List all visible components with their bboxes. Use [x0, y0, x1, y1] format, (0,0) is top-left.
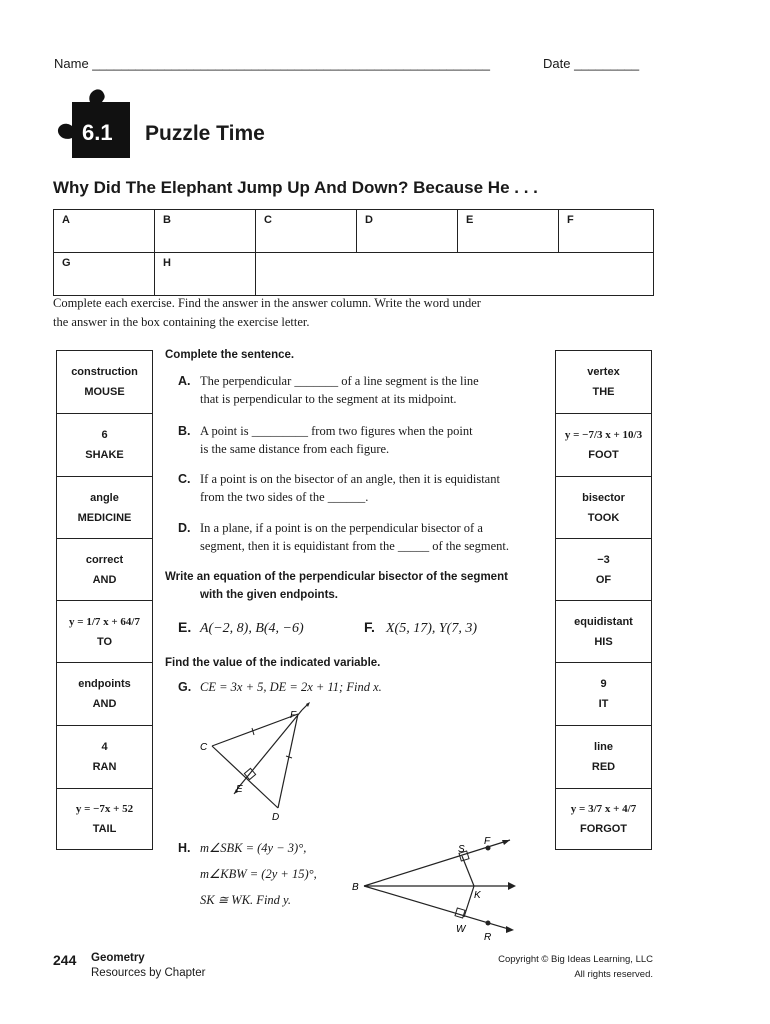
instructions: [53, 294, 481, 332]
answer-text: angle: [90, 491, 119, 504]
answer-word: TOOK: [587, 511, 620, 524]
riddle-question: Why Did The Elephant Jump Up And Down? Because He . . .: [53, 178, 538, 197]
copyright: Copyright © Big Ideas Learning, LLC: [498, 954, 653, 965]
question-label: C.: [178, 472, 191, 486]
question-text: that is perpendicular to the segment at its midpoint.: [200, 392, 457, 406]
grid-cell-d[interactable]: D: [357, 210, 458, 253]
question-label: B.: [178, 424, 191, 438]
answer-word: IT: [598, 698, 609, 710]
answer-text: equidistant: [574, 615, 633, 628]
question-d: [178, 519, 509, 555]
grid-empty-cell: [256, 253, 654, 296]
answer-cell: [57, 789, 152, 849]
question-c: [178, 470, 500, 506]
question-label: G.: [178, 680, 192, 694]
answer-cell: [57, 601, 152, 663]
point-label: K: [474, 890, 481, 901]
point-label: F: [290, 710, 297, 721]
answer-word: FORGOT: [579, 823, 628, 835]
question-text: X(5, 17), Y(7, 3): [386, 621, 477, 636]
answer-cell: [556, 663, 651, 726]
grid-cell-h[interactable]: H: [155, 253, 256, 296]
answer-word: OF: [595, 573, 612, 586]
point-label: S: [458, 844, 465, 855]
question-label: A.: [178, 374, 191, 388]
point-label: W: [456, 924, 466, 935]
answer-word: FOOT: [588, 449, 619, 461]
point-label: D: [272, 812, 280, 823]
question-f: [364, 618, 477, 638]
question-label: D.: [178, 521, 191, 535]
answer-text: y = 1/7 x + 64/7: [69, 615, 140, 628]
answer-text: correct: [85, 553, 124, 566]
answer-text: y = −7x + 52: [75, 803, 134, 815]
grid-cell-a[interactable]: A: [54, 210, 155, 253]
question-text: The perpendicular _______ of a line segment is the line: [200, 374, 479, 388]
answer-text: y = −7/3 x + 10/3: [564, 429, 643, 441]
question-text: A(−2, 8), B(4, −6): [200, 621, 304, 636]
answer-cell: [556, 601, 651, 663]
answer-word: TO: [96, 635, 113, 648]
question-text: If a point is on the bisector of an angle, then it is equidistant: [200, 472, 500, 486]
section-title: Puzzle Time: [145, 122, 265, 145]
question-g: [178, 678, 382, 696]
answer-text: 4: [101, 741, 108, 753]
answer-text: −3: [597, 553, 610, 566]
answer-cell: [57, 663, 152, 726]
answer-word: AND: [92, 698, 117, 710]
left-answer-column: [56, 350, 153, 850]
point-label: E: [236, 784, 243, 795]
right-answer-column: [555, 350, 652, 850]
answer-word: TAIL: [92, 823, 117, 835]
question-text: A point is _________ from two figures when the point: [200, 424, 473, 438]
answer-cell: [556, 414, 651, 477]
section-heading: Write an equation of the perpendicular bisector of the segment: [165, 571, 508, 583]
book-subtitle: Resources by Chapter: [91, 967, 206, 979]
grid-cell-b[interactable]: B: [155, 210, 256, 253]
instructions-line: the answer in the box containing the exercise letter.: [53, 315, 310, 329]
answer-cell: [57, 414, 152, 477]
question-text: SK ≅ WK. Find y.: [200, 893, 292, 907]
question-text: m∠KBW = (2y + 15)°,: [200, 867, 317, 881]
answer-cell: [556, 351, 651, 414]
question-label: E.: [178, 619, 192, 635]
grid-cell-c[interactable]: C: [256, 210, 357, 253]
page-number: 244: [53, 952, 77, 968]
answer-text: 9: [600, 678, 607, 690]
answer-cell: [556, 789, 651, 849]
figure-h-diagram: [350, 830, 530, 945]
answer-cell: [57, 726, 152, 789]
question-a: [178, 372, 479, 408]
answer-text: vertex: [587, 366, 620, 378]
answer-word: MOUSE: [84, 386, 125, 398]
answer-word: THE: [592, 386, 615, 398]
answer-grid: [53, 209, 654, 296]
answer-word: HIS: [594, 635, 613, 648]
answer-word: RED: [591, 761, 616, 773]
date-field-label: Date _________: [543, 56, 640, 71]
grid-cell-e[interactable]: E: [458, 210, 559, 253]
answer-cell: [556, 726, 651, 789]
answer-text: 6: [101, 429, 108, 441]
answer-cell: [556, 477, 651, 539]
answer-cell: [57, 477, 152, 539]
figure-g-diagram: [190, 700, 330, 825]
answer-text: bisector: [582, 491, 625, 504]
answer-text: y = 3/7 x + 4/7: [570, 803, 637, 815]
answer-cell: [57, 539, 152, 601]
point-label: R: [484, 932, 492, 943]
grid-cell-g[interactable]: G: [54, 253, 155, 296]
instructions-line: Complete each exercise. Find the answer in the answer column. Write the word under: [53, 296, 481, 310]
book-title: Geometry: [91, 952, 145, 964]
question-e: [178, 618, 304, 638]
question-h: [178, 835, 317, 913]
answer-cell: [57, 351, 152, 414]
rights: All rights reserved.: [574, 969, 653, 980]
question-b: [178, 422, 473, 458]
name-field-label: Name _______________________________________________________: [54, 56, 490, 71]
answer-text: construction: [71, 366, 138, 378]
section-heading: Complete the sentence.: [165, 349, 295, 361]
question-text: CE = 3x + 5, DE = 2x + 11; Find x.: [200, 680, 382, 694]
grid-cell-f[interactable]: F: [559, 210, 654, 253]
section-heading: with the given endpoints.: [200, 589, 338, 601]
point-label: F: [484, 836, 491, 847]
section-heading: Find the value of the indicated variable.: [165, 657, 381, 669]
answer-word: RAN: [92, 761, 117, 773]
question-label: H.: [178, 841, 191, 855]
question-text: segment, then it is equidistant from the _____ of the segment.: [200, 539, 509, 553]
answer-word: AND: [92, 573, 117, 586]
answer-text: line: [594, 741, 613, 753]
answer-word: MEDICINE: [77, 511, 132, 524]
question-text: is the same distance from each figure.: [200, 442, 390, 456]
answer-cell: [556, 539, 651, 601]
question-text: from the two sides of the ______.: [200, 490, 369, 504]
section-number: 6.1: [82, 120, 113, 145]
question-text: In a plane, if a point is on the perpendicular bisector of a: [200, 521, 483, 535]
point-label: C: [200, 742, 208, 753]
answer-word: SHAKE: [85, 449, 124, 461]
question-label: F.: [364, 619, 375, 635]
answer-text: endpoints: [78, 678, 131, 690]
question-text: m∠SBK = (4y − 3)°,: [200, 841, 307, 855]
point-label: B: [352, 882, 359, 893]
